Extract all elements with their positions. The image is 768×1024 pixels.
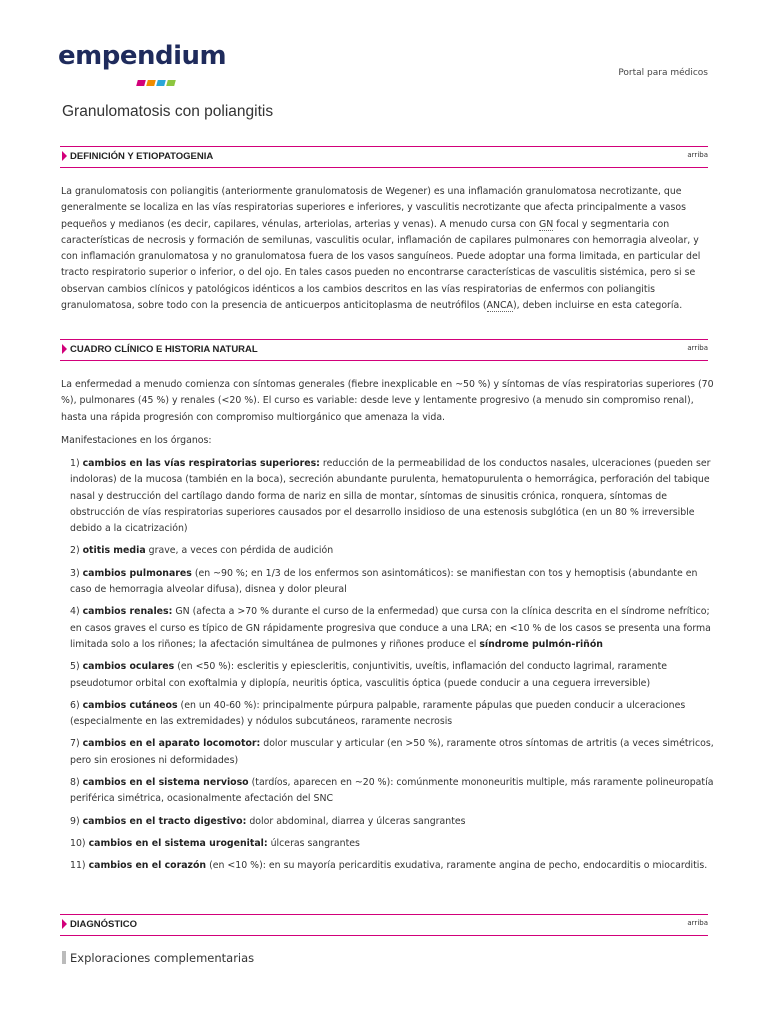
list-item [58,543,718,559]
list-item [58,604,718,653]
list-item [58,659,718,692]
abbr-anca[interactable]: ANCA [486,300,513,312]
back-to-top-link[interactable]: arriba [687,919,708,927]
item-number: 9) [70,815,80,827]
section-arrow-icon [62,344,67,354]
definition-paragraph [61,184,715,314]
item-number: 7) [70,738,80,750]
back-to-top-link[interactable]: arriba [687,344,708,352]
item-heading: cambios en el tracto digestivo: [82,815,247,827]
abbr-gn[interactable]: GN [539,218,554,230]
item-heading-secondary: síndrome pulmón-riñón [479,638,603,650]
item-number: 1) [70,458,80,469]
section-header-cuadro-clinico[interactable] [60,339,708,361]
item-heading: otitis media [82,545,146,557]
item-number: 3) [70,567,80,579]
item-text: (en ~90 %; en 1/3 de los enfermos son asintomáticos): se manifiestan con tos y hemoptisis (abundante en caso de hemorragia alveolar difusa), disnea y dolor pleural [70,567,698,596]
item-number: 11) [70,860,86,872]
item-heading: cambios renales: [82,606,173,618]
item-number: 4) [70,606,80,618]
item-heading: cambios oculares [82,661,175,673]
item-text: (tardíos, aparecen en ~20 %): comúnmente mononeuritis multiple, más raramente polineuropatía periférica simétrica, ocasionalmente afectación del SNC [70,777,714,805]
list-item [58,858,718,874]
list-item [58,775,718,808]
item-heading: cambios en las vías respiratorias superiores: [82,458,320,469]
manifestations-list [58,456,718,881]
item-text: grave, a veces con pérdida de audición [145,545,334,557]
item-text: (en un 40-60 %): principalmente púrpura palpable, raramente pápulas que pueden conducir a ulceraciones (especialmente en las extremidades) y nódulos subcutáneos, raramente necrosis [70,699,686,728]
logo-square-green [166,80,176,86]
item-number: 6) [70,699,80,711]
item-text: dolor abdominal, diarrea y úlceras sangrantes [246,815,466,827]
section-title: DEFINICIÓN Y ETIOPATOGENIA [70,151,214,162]
definition-text-3: ), deben incluirse en esta categoría. [512,300,683,312]
list-item [58,566,718,599]
item-text: dolor muscular y articular (en >50 %), raramente otros síntomas de artritis (a veces simétricos, pero sin erosiones ni deformidades) [70,738,714,766]
item-text: (en <50 %): escleritis y epiescleritis, conjuntivitis, uveítis, inflamación del conducto lagrimal, raramente pseudotumor orbital con exoftalmia y diplopía, neuritis óptica, vasculitis óptica (puede conducir a una ceguera irreversible) [70,661,668,689]
section-header-definicion[interactable] [60,146,708,168]
item-heading: cambios en el aparato locomotor: [82,738,261,750]
portal-label[interactable]: Portal para médicos [618,68,708,78]
item-number: 8) [70,777,80,789]
item-heading: cambios en el sistema nervioso [82,777,249,789]
subheading-bar-icon [62,951,66,964]
list-item [58,814,718,830]
logo-square-orange [146,80,156,86]
page-title: Granulomatosis con poliangitis [62,103,274,120]
section-arrow-icon [62,919,67,929]
item-heading: cambios en el sistema urogenital: [88,837,268,849]
section-header-diagnostico[interactable] [60,914,708,936]
list-item [58,736,718,769]
logo-square-blue [156,80,166,86]
empendium-logo[interactable]: empendium [58,41,227,71]
section-title: DIAGNÓSTICO [70,919,138,930]
definition-text-1: La granulomatosis con poliangitis (anteriormente granulomatosis de Wegener) es una inflamación granulomatosa necrotizante, que generalmente se localiza en las vías respiratorias superiores e inferiores, y vasculitis necrotizante que afecta principalmente a vasos pequeños y medianos (es decir, capilares, vénulas, arteriolas, arterias y venas). A menudo cursa con [61,186,686,230]
item-text: úlceras sangrantes [267,837,360,849]
item-text: GN (afecta a >70 % durante el curso de la enfermedad) que cursa con la clínica descrita en el síndrome nefrítico; en casos graves el curso es típico de GN rápidamente progresiva que conduce a una LRA; en <10 % de los casos se presenta una forma limitada solo a los riñones; la afectación simultánea de pulmones y riñones produce el [70,606,711,650]
item-text: reducción de la permeabilidad de los conductos nasales, ulceraciones (pueden ser indoloras) de la mucosa (también en la boca), secreción abundante purulenta, hematopurulenta o hemorrágica, perforación del tabique nasal y destrucción del cartílago dando forma de nariz en silla de montar, síntomas de sinusitis crónica, ronquera, síntomas de obstrucción de vías respiratorias superiores causados por el desarrollo insidioso de una estenosis subglótica (en un 80 % irreversible debido a la cicatrización) [70,458,711,535]
back-to-top-link[interactable]: arriba [687,151,708,159]
site-header [0,0,768,90]
item-text: (en <10 %): en su mayoría pericarditis exudativa, raramente angina de pecho, endocarditis o miocarditis. [206,860,708,872]
clinical-intro: La enfermedad a menudo comienza con síntomas generales (fiebre inexplicable en ~50 %) y síntomas de vías respiratorias superiores (70 %), pulmonares (45 %) y renales (<20 %). El curso es variable: desde leve y lentamente progresivo (a menudo sin compromiso renal), hasta una rápida progresión con compromiso multiorgánico que amenaza la vida. [61,379,714,423]
definition-text-2: focal y segmentaria con características de necrosis y formación de semilunas, vasculitis ocular, inflamación de capilares pulmonares con hemorragia alveolar, y con inflamación granulomatosa y no granulomatosa fuera de los vasos sanguíneos. Puede adoptar una forma limitada, en particular del tracto respiratorio superior o inferior, o del ojo. En tales casos pueden no encontrarse características de vasculitis sistémica, pero si se observan cambios clínicos y patológicos idénticos a los cambios descritos en las vías respiratorias de enfermos con poliangitis granulomatosa, sobre todo con la presencia de anticuerpos anticitoplasma de neutrófilos ( [61,218,701,312]
list-item [58,698,718,731]
manifestations-label: Manifestaciones en los órganos: [61,435,212,446]
item-number: 2) [70,545,80,557]
subheading-text: Exploraciones complementarias [70,951,255,965]
section-title: CUADRO CLÍNICO E HISTORIA NATURAL [70,344,258,355]
item-number: 5) [70,661,80,673]
logo-color-squares [137,71,177,77]
list-item [58,456,718,537]
subheading-exploraciones [62,951,254,965]
item-number: 10) [70,837,86,849]
logo-square-pink [136,80,146,86]
list-item [58,836,718,852]
item-heading: cambios cutáneos [82,699,178,711]
item-heading: cambios pulmonares [82,567,192,579]
section-arrow-icon [62,151,67,161]
item-heading: cambios en el corazón [88,860,207,872]
